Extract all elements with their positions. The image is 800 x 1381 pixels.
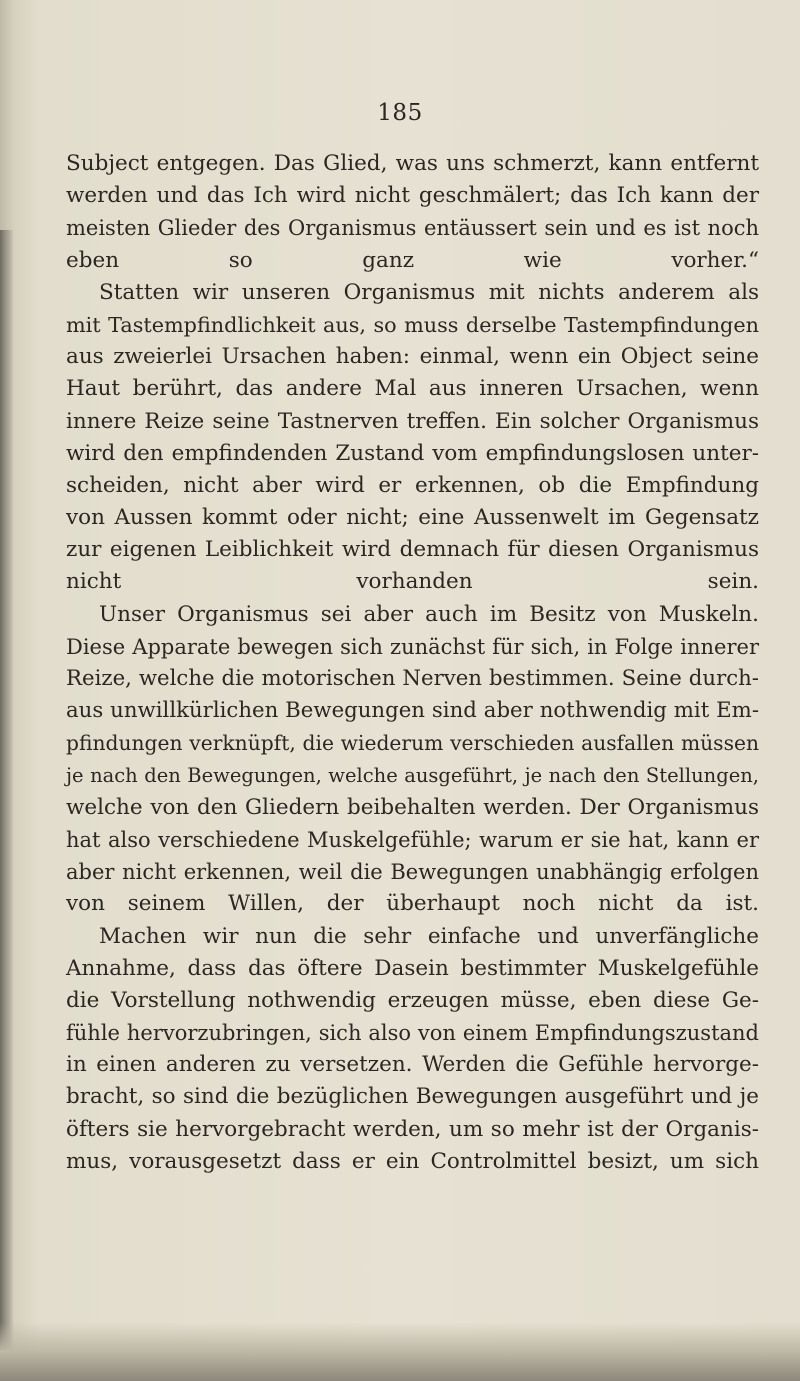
text-line: Machen wir nun die sehr einfache und unverfängliche bbox=[99, 923, 759, 949]
text-line: zur eigenen Leiblichkeit wird demnach für diesen Organismus bbox=[66, 537, 759, 563]
text-line: aber nicht erkennen, weil die Bewegungen unabhängig erfolgen bbox=[66, 860, 759, 885]
text-line: Subject entgegen. Das Glied, was uns schmerzt, kann entfernt bbox=[66, 151, 759, 176]
page-bottom-edge bbox=[0, 1322, 800, 1381]
text-line: werden und das Ich wird nicht geschmälert; das Ich kann der bbox=[66, 183, 759, 209]
text-line: Diese Apparate bewegen sich zunächst für sich, in Folge innerer bbox=[66, 634, 759, 659]
book-spine-shadow bbox=[0, 230, 14, 1350]
text-line: aus unwillkürlichen Bewegungen sind aber nothwendig mit Em- bbox=[66, 698, 759, 724]
text-line: Unser Organismus sei aber auch im Besitz von Muskeln. bbox=[99, 601, 759, 627]
text-line: mit Tastempfindlichkeit aus, so muss derselbe Tastempfindungen bbox=[66, 312, 759, 337]
text-line: fühle hervorzubringen, sich also von einem Empfindungszustand bbox=[66, 1021, 759, 1046]
text-line: innere Reize seine Tastnerven treffen. Ein solcher Organismus bbox=[66, 408, 759, 434]
text-line: eben so ganz wie vorher.“ bbox=[66, 247, 759, 273]
text-line: bracht, so sind die bezüglichen Bewegungen ausgeführt und je bbox=[66, 1084, 759, 1110]
text-line: öfters sie hervorgebracht werden, um so mehr ist der Organis- bbox=[66, 1116, 759, 1142]
text-line: von Aussen kommt oder nicht; eine Aussenwelt im Gegensatz bbox=[66, 505, 759, 531]
text-line: Haut berührt, das andere Mal aus inneren Ursachen, wenn bbox=[66, 376, 759, 402]
text-line: in einen anderen zu versetzen. Werden die Gefühle hervorge- bbox=[66, 1052, 759, 1078]
text-line: von seinem Willen, der überhaupt noch nicht da ist. bbox=[66, 891, 759, 917]
text-line: hat also verschiedene Muskelgefühle; warum er sie hat, kann er bbox=[66, 827, 759, 852]
text-line: je nach den Bewegungen, welche ausgeführt, je nach den Stellungen, bbox=[66, 763, 759, 787]
text-line: Annahme, dass das öftere Dasein bestimmter Muskelgefühle bbox=[66, 955, 759, 981]
text-line: Statten wir unseren Organismus mit nichts anderem als bbox=[99, 279, 759, 305]
text-line: Reize, welche die motorischen Nerven bestimmen. Seine durch- bbox=[66, 666, 759, 691]
text-line: welche von den Gliedern beibehalten werden. Der Organismus bbox=[66, 794, 759, 820]
text-line: aus zweierlei Ursachen haben: einmal, wenn ein Object seine bbox=[66, 344, 759, 370]
text-line: pfindungen verknüpft, die wiederum verschieden ausfallen müssen bbox=[66, 731, 759, 756]
body-text bbox=[66, 148, 759, 1178]
text-line: mus, vorausgesetzt dass er ein Controlmittel besizt, um sich bbox=[66, 1148, 759, 1174]
text-line: wird den empfindenden Zustand vom empfindungslosen unter- bbox=[66, 440, 759, 466]
text-line: die Vorstellung nothwendig erzeugen müsse, eben diese Ge- bbox=[66, 987, 759, 1013]
text-line: nicht vorhanden sein. bbox=[66, 569, 759, 595]
text-line: scheiden, nicht aber wird er erkennen, ob die Empfindung bbox=[66, 472, 759, 498]
page-number: 185 bbox=[377, 100, 423, 126]
text-line: meisten Glieder des Organismus entäussert sein und es ist noch bbox=[66, 216, 759, 241]
